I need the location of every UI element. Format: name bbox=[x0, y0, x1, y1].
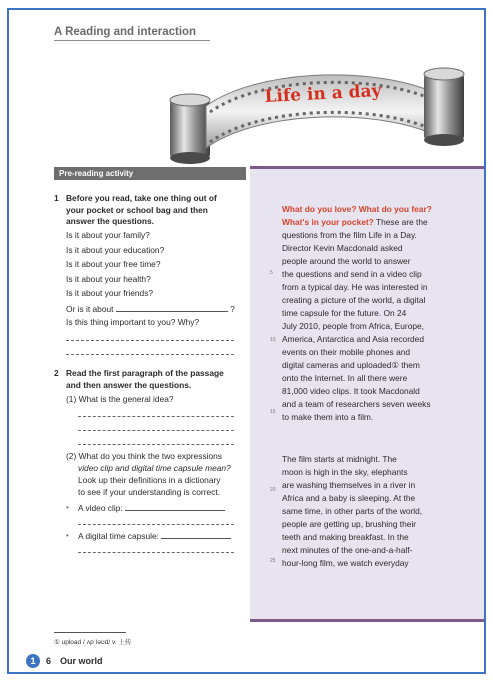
footnote-rule bbox=[54, 632, 126, 633]
stem-line: Read the first paragraph of the passage bbox=[66, 368, 224, 378]
line-number: 20 bbox=[270, 487, 276, 493]
answer-line[interactable] bbox=[78, 444, 234, 445]
passage-line: are washing themselves in a river in bbox=[282, 480, 416, 490]
passage-line: digital cameras and uploaded① them bbox=[282, 360, 420, 370]
bullet2-label: A digital time capsule: bbox=[78, 531, 160, 541]
answer-line[interactable] bbox=[78, 430, 234, 431]
passage-line: the questions and send in a video clip bbox=[282, 269, 422, 279]
passage-line: same time, in other parts of the world, bbox=[282, 506, 423, 516]
q2-bullet2 bbox=[78, 530, 231, 543]
unit-badge: 1 bbox=[26, 654, 40, 668]
passage-line: next minutes of the one-and-a-half- bbox=[282, 545, 413, 555]
line-number: 25 bbox=[270, 558, 276, 564]
passage-line: onto the Internet. In all there were bbox=[282, 373, 408, 383]
line-number: 10 bbox=[270, 337, 276, 343]
passage-line: questions from the film Life in a Day. bbox=[282, 230, 417, 240]
passage-line: moon is high in the sky, elephants bbox=[282, 467, 408, 477]
q1-item: Is it about your education? bbox=[66, 245, 165, 255]
q2-sub2-line: Look up their definitions in a dictionary bbox=[78, 475, 221, 485]
bullet1-label: A video clip: bbox=[78, 503, 123, 513]
answer-blank[interactable] bbox=[116, 303, 228, 312]
passage-line: The film starts at midnight. The bbox=[282, 454, 397, 464]
q1-or-line bbox=[66, 303, 235, 316]
q1-item: Is it about your health? bbox=[66, 274, 151, 284]
stem-line: your pocket or school bag and then bbox=[66, 204, 208, 215]
pre-reading-heading: Pre-reading activity bbox=[54, 167, 246, 180]
film-reel-graphic bbox=[166, 60, 472, 168]
q2-sub2-line: to see if your understanding is correct. bbox=[78, 487, 220, 497]
passage-line: and a team of researchers seven weeks bbox=[282, 399, 431, 409]
film-strip-banner bbox=[166, 60, 472, 168]
answer-line[interactable] bbox=[66, 354, 234, 355]
passage-line: hour-long film, we watch everyday bbox=[282, 558, 409, 568]
q1-item: Is it about your friends? bbox=[66, 288, 154, 298]
answer-line[interactable] bbox=[78, 552, 234, 553]
q2-sub2-line: video clip and digital time capsule mean? bbox=[78, 463, 231, 473]
page-title: Our world bbox=[60, 656, 103, 666]
passage-line: America, Antarctica and Asia recorded bbox=[282, 334, 424, 344]
q2-bullet1 bbox=[78, 502, 225, 515]
passage-paragraph-1 bbox=[282, 203, 457, 424]
passage-paragraph-2 bbox=[282, 453, 457, 570]
footnote: ① upload /ˌʌpˈləʊd/ v. 上传 bbox=[54, 639, 132, 646]
passage-line: What's in your pocket? These are the bbox=[282, 217, 428, 227]
passage-line: teeth and making breakfast. In the bbox=[282, 532, 409, 542]
answer-line[interactable] bbox=[78, 524, 234, 525]
answer-blank[interactable] bbox=[125, 502, 225, 511]
passage-line: Director Kevin Macdonald asked bbox=[282, 243, 403, 253]
q1-item: Is it about your family? bbox=[66, 230, 150, 240]
passage-line: 81,000 video clips. It took Macdonald bbox=[282, 386, 420, 396]
question-2-number: 2 bbox=[54, 368, 59, 378]
q1-important: Is this thing important to you? Why? bbox=[66, 317, 200, 327]
bullet-icon: • bbox=[66, 503, 69, 512]
passage-line: people around the world to answer bbox=[282, 256, 411, 266]
q1-item: Is it about your free time? bbox=[66, 259, 161, 269]
answer-blank[interactable] bbox=[161, 530, 231, 539]
bullet-icon: • bbox=[66, 531, 69, 540]
stem-line: Before you read, take one thing out of bbox=[66, 193, 217, 203]
question-1-number: 1 bbox=[54, 193, 59, 203]
passage-line: events on their mobile phones and bbox=[282, 347, 411, 357]
line-number: 15 bbox=[270, 409, 276, 415]
passage-line: Africa and a baby is sleeping. At the bbox=[282, 493, 416, 503]
banner-title: Life in a day bbox=[264, 80, 382, 108]
question-1-stem bbox=[66, 193, 238, 228]
passage-line: from a typical day. He was interested in bbox=[282, 282, 428, 292]
or-prefix: Or is it about bbox=[66, 304, 114, 314]
stem-line: and then answer the questions. bbox=[66, 379, 192, 390]
passage-line: time capsule for the future. On 24 bbox=[282, 308, 407, 318]
stem-line: answer the questions. bbox=[66, 216, 154, 227]
passage-line: What do you love? What do you fear? bbox=[282, 204, 432, 214]
q2-sub1: (1) What is the general idea? bbox=[66, 394, 174, 404]
answer-line[interactable] bbox=[78, 416, 234, 417]
answer-line[interactable] bbox=[66, 340, 234, 341]
q2-sub2-line: (2) What do you think the two expressions bbox=[66, 451, 222, 461]
passage-line: people are getting up, brushing their bbox=[282, 519, 417, 529]
passage-line: to make them into a film. bbox=[282, 412, 374, 422]
passage-line: creating a picture of the world, a digital bbox=[282, 295, 426, 305]
passage-line: July 2010, people from Africa, Europe, bbox=[282, 321, 424, 331]
page-number: 6 bbox=[46, 656, 52, 666]
or-suffix: ? bbox=[230, 304, 235, 314]
section-heading: A Reading and interaction bbox=[54, 26, 210, 41]
line-number: 5 bbox=[270, 270, 273, 276]
question-2-stem bbox=[66, 368, 238, 391]
